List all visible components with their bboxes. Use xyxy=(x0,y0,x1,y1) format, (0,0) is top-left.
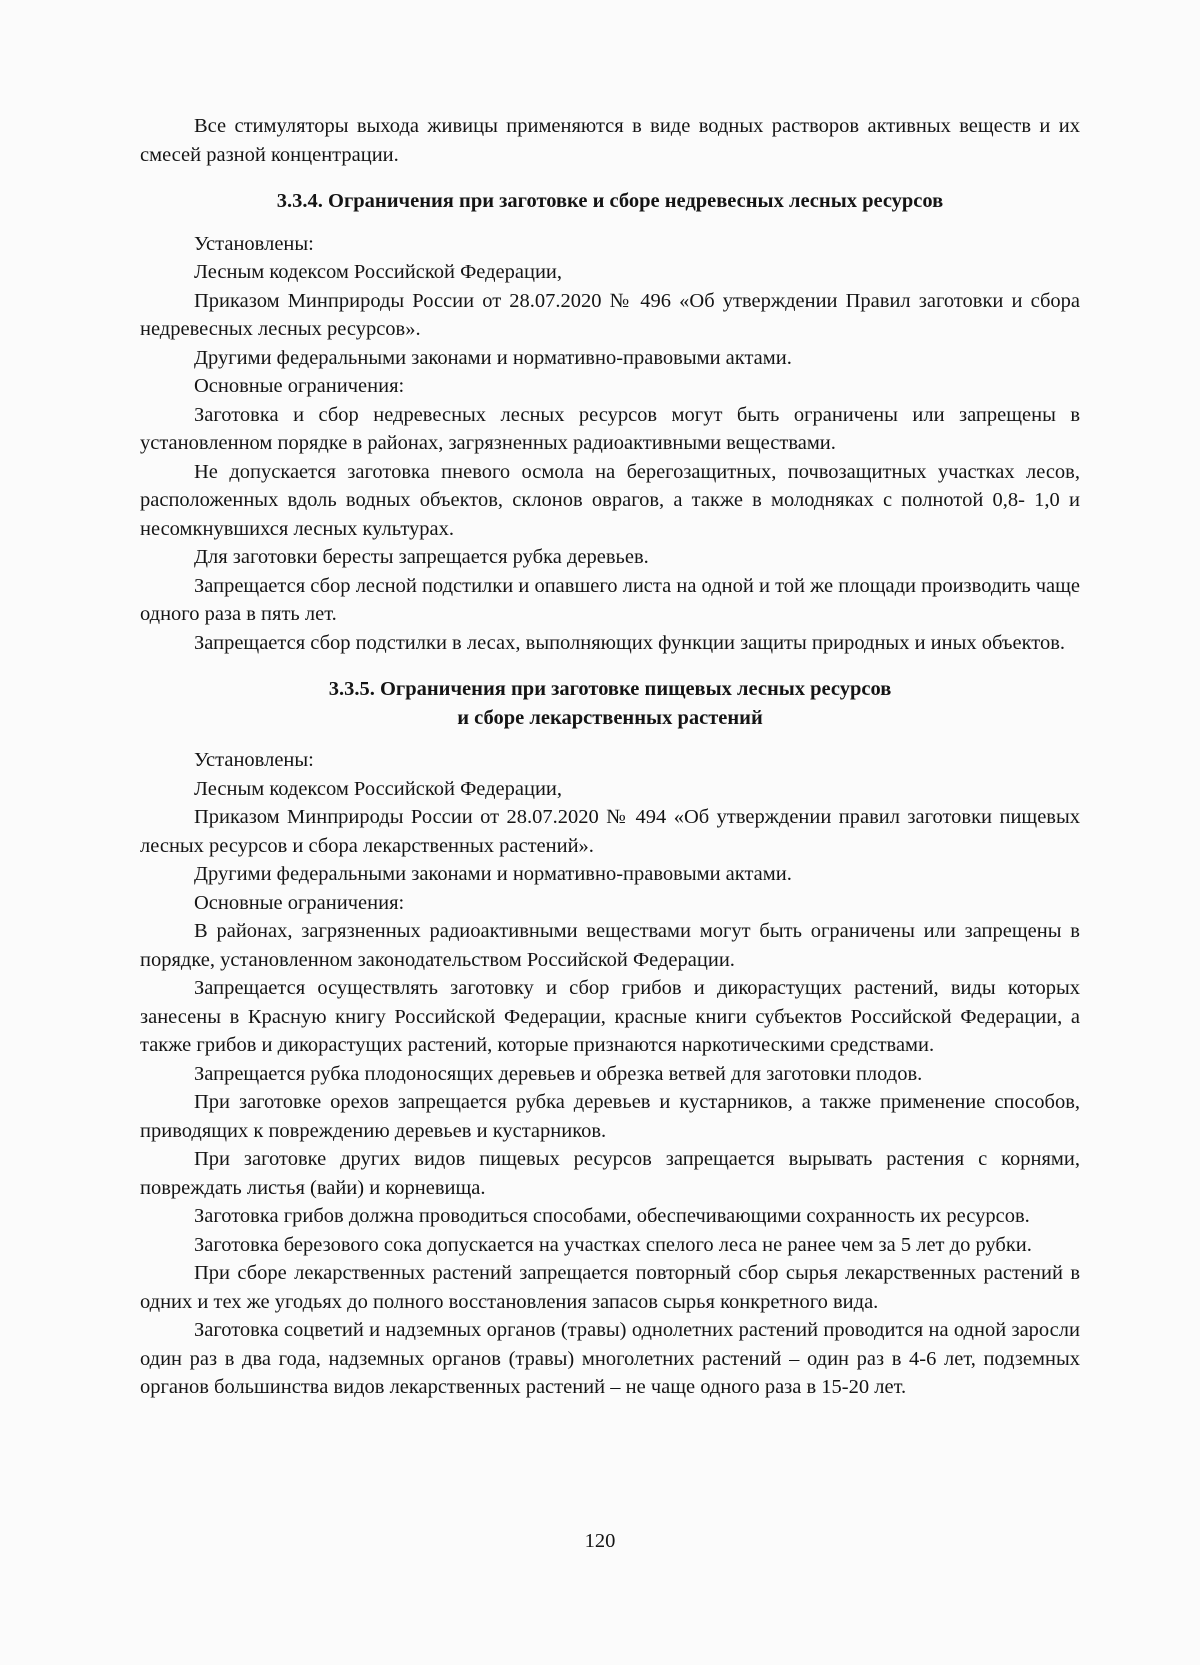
paragraph: Заготовка и сбор недревесных лесных ресурсов могут быть ограничены или запрещены в установленном порядке в районах, загрязненных радиоактивными веществами. xyxy=(140,403,1080,454)
document-body xyxy=(140,112,1080,1402)
paragraph: Установлены: xyxy=(194,749,314,771)
paragraph: Лесным кодексом Российской Федерации, xyxy=(194,261,563,283)
paragraph: Приказом Минприроды России от 28.07.2020 № 494 «Об утверждении правил заготовки пищевых лесных ресурсов и сбора лекарственных растений». xyxy=(140,806,1080,857)
paragraph: Заготовка березового сока допускается на участках спелого леса не ранее чем за 5 лет до рубки. xyxy=(194,1233,1032,1256)
paragraph: Для заготовки бересты запрещается рубка деревьев. xyxy=(194,546,649,568)
intro-paragraph: Все стимуляторы выхода живицы применяются в виде водных растворов активных веществ и их смесей разной концентрации. xyxy=(140,115,1080,166)
section-heading-line-1: 3.3.5. Ограничения при заготовке пищевых лесных ресурсов xyxy=(328,678,892,700)
paragraph: Запрещается сбор подстилки в лесах, выполняющих функции защиты природных и иных объектов. xyxy=(194,631,1066,654)
paragraph: Основные ограничения: xyxy=(194,891,405,914)
paragraph: Другими федеральными законами и нормативно-правовыми актами. xyxy=(194,346,792,369)
paragraph: В районах, загрязненных радиоактивными веществами могут быть ограничены или запрещены в порядке, установленном законодательством Российской Федерации. xyxy=(140,920,1080,971)
paragraph: Запрещается рубка плодоносящих деревьев и обрезка ветвей для заготовки плодов. xyxy=(194,1062,923,1085)
section-heading-3-3-5 xyxy=(140,675,1080,732)
section-heading-line-2: и сборе лекарственных растений xyxy=(457,706,763,729)
paragraph: Не допускается заготовка пневого осмола на берегозащитных, почвозащитных участках лесов, расположенных вдоль водных объектов, склонов оврагов, а также в молодняках с полнотой 0,8- 1,0 и несомкнувшихся лесных культурах. xyxy=(140,460,1080,540)
paragraph: Лесным кодексом Российской Федерации, xyxy=(194,777,563,800)
paragraph: Основные ограничения: xyxy=(194,375,405,397)
paragraph: При заготовке орехов запрещается рубка деревьев и кустарников, а также применение способов, приводящих к повреждению деревьев и кустарников. xyxy=(140,1091,1080,1142)
paragraph: Запрещается осуществлять заготовку и сбор грибов и дикорастущих растений, виды которых занесены в Красную книгу Российской Федерации, красные книги субъектов Российской Федерации, а также грибов и дикорастущих растений, которые признаются наркотическими средствами. xyxy=(140,977,1080,1056)
paragraph: Запрещается сбор лесной подстилки и опавшего листа на одной и той же площади производить чаще одного раза в пять лет. xyxy=(140,574,1080,625)
paragraph: При заготовке других видов пищевых ресурсов запрещается вырывать растения с корнями, повреждать листья (вайи) и корневища. xyxy=(140,1148,1080,1199)
paragraph: Установлены: xyxy=(194,232,314,255)
paragraph: Другими федеральными законами и нормативно-правовыми актами. xyxy=(194,863,792,885)
section-heading-3-3-4: 3.3.4. Ограничения при заготовке и сборе недревесных лесных ресурсов xyxy=(276,190,944,212)
paragraph: Заготовка соцветий и надземных органов (травы) однолетних растений проводится на одной заросли один раз в два года, надземных органов (травы) многолетних растений – один раз в 4-6 лет, подземных органов большинства видов лекарственных растений – не чаще одного раза в 15-20 лет. xyxy=(140,1319,1080,1398)
paragraph: При сборе лекарственных растений запрещается повторный сбор сырья лекарственных растений в одних и тех же угодьях до полного восстановления запасов сырья конкретного вида. xyxy=(140,1262,1080,1313)
paragraph: Заготовка грибов должна проводиться способами, обеспечивающими сохранность их ресурсов. xyxy=(194,1205,1030,1227)
page-number: 120 xyxy=(584,1530,616,1552)
paragraph: Приказом Минприроды России от 28.07.2020 № 496 «Об утверждении Правил заготовки и сбора недревесных лесных ресурсов». xyxy=(140,289,1080,340)
